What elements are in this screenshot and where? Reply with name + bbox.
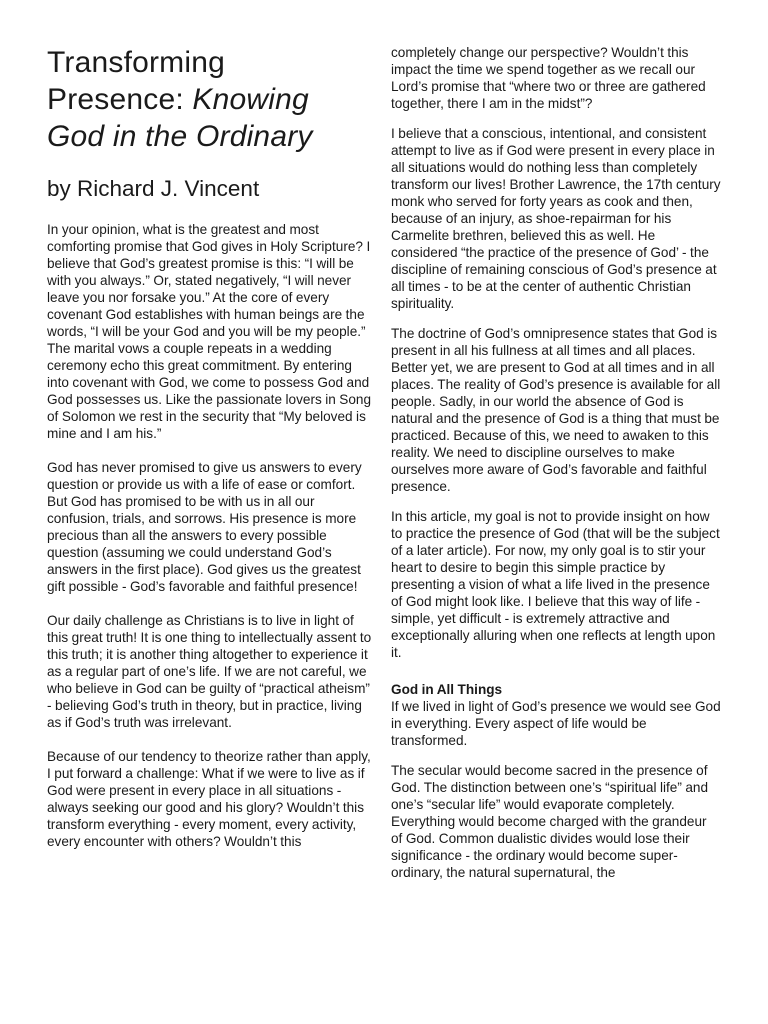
article-title [47,44,367,155]
article-title-plain: Transforming Presence: [47,46,226,116]
right-column [391,44,721,881]
section-heading: God in All Things [391,682,503,697]
article-title-italic: Knowing God in the Ordinary [47,83,313,153]
paragraph: I believe that a conscious, intentional, and consistent attempt to live as if God were present in every place in all situations would do nothing less than completely transform our lives! Brother Lawrence, the 17th century monk who served for forty years as cook and then, because of an injury, as shoe-repairman for his Carmelite brethren, believed this as well. He considered “the practice of the presence of God’ - the discipline of remaining conscious of God’s presence at all times - to be at the center of authentic Christian spirituality. [391,126,721,311]
paragraph: Our daily challenge as Christians is to live in light of this great truth! It is one thing to intellectually assent to this truth; it is another thing altogether to experience it as a regular part of one’s life. If we are not careful, we who believe in God can be guilty of “practical atheism” - believing God’s truth in theory, but in practice, living as if God’s truth was irrelevant. [47,613,372,730]
paragraph: In your opinion, what is the greatest and most comforting promise that God gives in Holy Scripture? I believe that God’s greatest promise is this: “I will be with you always.” Or, stated negatively, “I will never leave you nor forsake you.” At the core of every covenant God establishes with human beings are the words, “I will be your God and you will be my people.” The marital vows a couple repeats in a wedding ceremony echo this great commitment. By entering into covenant with God, we come to possess God and God possesses us. Like the passionate lovers in Song of Solomon we rest in the security that “My beloved is mine and I am his.” [47,222,372,441]
article-byline: by Richard J. Vincent [47,176,260,201]
paragraph: Because of our tendency to theorize rather than apply, I put forward a challenge: What if we were to live as if God were present in every place in all situations - always seeking our good and his glory? Wouldn’t this transform everything - every moment, every activity, every encounter with others? Wouldn’t this [47,749,371,849]
paragraph: completely change our perspective? Wouldn’t this impact the time we spend together as we recall our Lord’s promise that “where two or three are gathered together, there I am in the midst”? [391,45,706,111]
paragraph: The doctrine of God’s omnipresence states that God is present in all his fullness at all times and all places. Better yet, we are present to God at all times and in all places. The reality of God’s presence is available for all people. Sadly, in our world the absence of God is natural and the presence of God is a thing that must be practiced. Because of this, we need to awaken to this reality. We need to discipline ourselves to make ourselves more aware of God’s favorable and faithful presence. [391,326,721,494]
paragraph: If we lived in light of God’s presence we would see God in everything. Every aspect of life would be transformed. [391,699,721,748]
paragraph: The secular would become sacred in the presence of God. The distinction between one’s “spiritual life” and one’s “secular life” would evaporate completely. Everything would become charged with the grandeur of God. Common dualistic divides would lose their significance - the ordinary would become super-ordinary, the natural supernatural, the [391,763,709,880]
left-column [47,221,377,850]
paragraph: God has never promised to give us answers to every question or provide us with a life of ease or comfort. But God has promised to be with us in all our confusion, trials, and sorrows. His presence is more precious than all the answers to every possible question (assuming we could understand God’s answers in the first place). God gives us the greatest gift possible - God’s favorable and faithful presence! [47,460,362,594]
paragraph: In this article, my goal is not to provide insight on how to practice the presence of God (that will be the subject of a later article). For now, my only goal is to stir your heart to desire to begin this simple practice by presenting a vision of what a life lived in the presence of God might look like. I believe that this way of life - simple, yet difficult - is extremely attractive and exceptionally alluring when one reflects at length upon it. [391,509,720,660]
